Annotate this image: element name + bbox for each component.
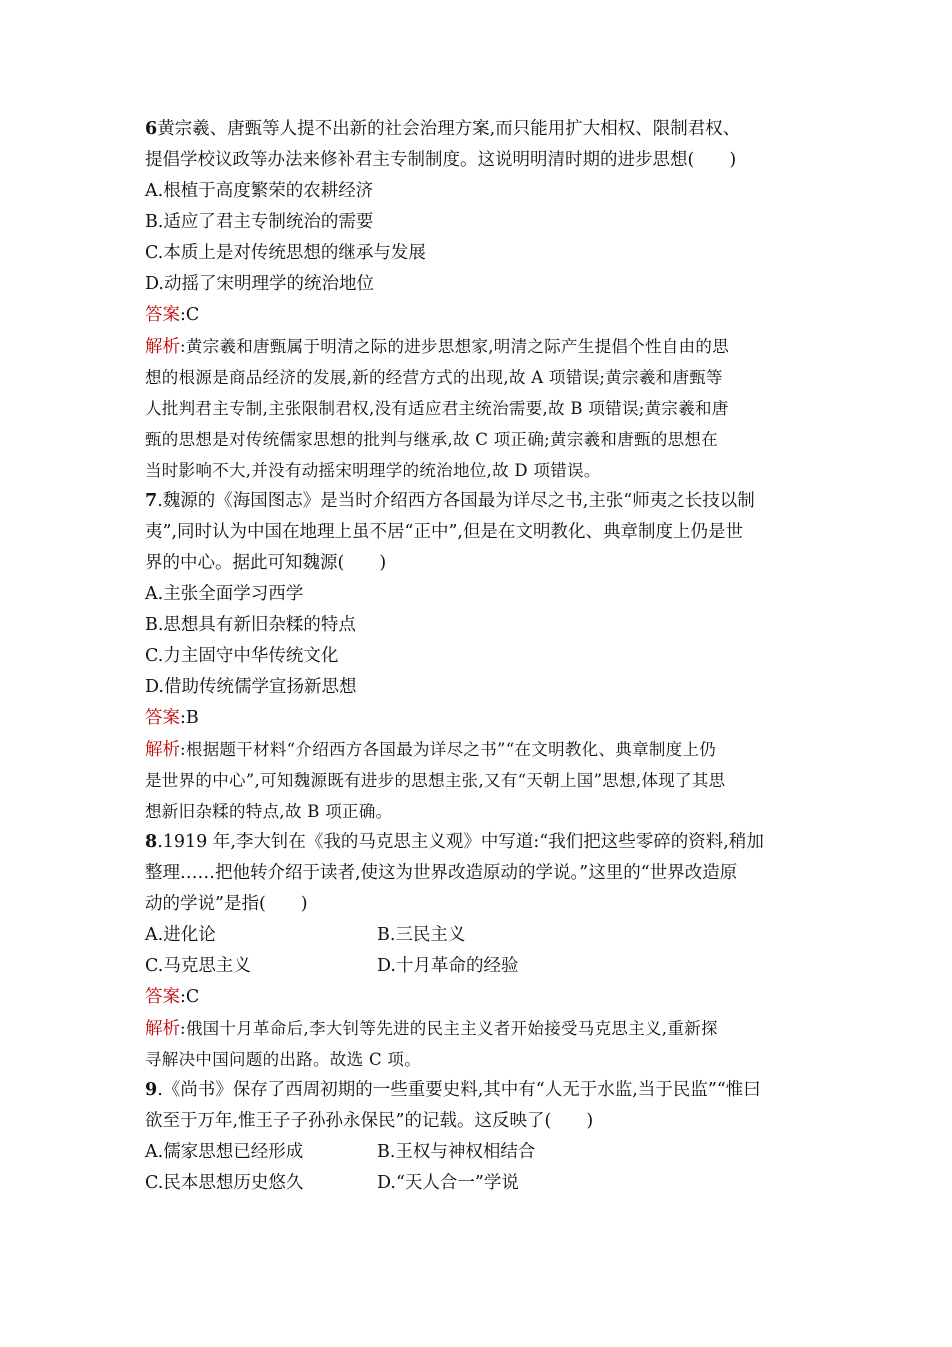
question-stem-line: 界的中心。据此可知魏源( ) xyxy=(145,553,387,573)
explanation-line: 想的根源是商品经济的发展,新的经营方式的出现,故 A 项错误;黄宗羲和唐甄等 xyxy=(145,368,723,387)
explanation-line: 寻解决中国问题的出路。故选 C 项。 xyxy=(145,1050,422,1069)
question-number: 6 xyxy=(145,119,158,139)
explanation-line: 想新旧杂糅的特点,故 B 项正确。 xyxy=(145,802,393,821)
question-stem-line: 动的学说”是指( ) xyxy=(145,894,308,914)
option-b: B.王权与神权相结合 xyxy=(377,1142,536,1162)
explanation-label: 解析 xyxy=(145,1019,180,1039)
option-d: D.“天人合一”学说 xyxy=(377,1173,519,1193)
explanation-line: 人批判君主专制,主张限制君权,没有适应君主统治需要,故 B 项错误;黄宗羲和唐 xyxy=(145,399,729,418)
answer-label: 答案 xyxy=(145,987,180,1007)
explanation-line: 当时影响不大,并没有动摇宋明理学的统治地位,故 D 项错误。 xyxy=(145,461,601,480)
question-number: 9 xyxy=(145,1080,158,1100)
answer-line xyxy=(145,982,815,1013)
question-stem-line: 整理……把他转介绍于读者,使这为世界改造原动的学说。”这里的“世界改造原 xyxy=(145,863,738,883)
answer-value: :C xyxy=(180,987,200,1007)
option-row xyxy=(145,920,815,951)
question-8 xyxy=(145,827,815,1075)
question-stem-line: 8.1919 年,李大钊在《我的马克思主义观》中写道:“我们把这些零碎的资料,稍加 xyxy=(145,832,764,852)
question-number: 8 xyxy=(145,832,158,852)
question-9 xyxy=(145,1075,815,1199)
option-c: C.马克思主义 xyxy=(145,956,251,976)
option-d: D.借助传统儒学宣扬新思想 xyxy=(145,677,357,697)
option-a: A.进化论 xyxy=(145,925,216,945)
explanation-line: 解析:俄国十月革命后,李大钊等先进的民主主义者开始接受马克思主义,重新探 xyxy=(145,1019,718,1039)
question-stem-line: 欲至于万年,惟王子子孙孙永保民”的记载。这反映了( ) xyxy=(145,1111,594,1131)
answer-label: 答案 xyxy=(145,305,180,325)
option-c: C.力主固守中华传统文化 xyxy=(145,646,339,666)
option-row xyxy=(145,951,815,982)
explanation-line: 甄的思想是对传统儒家思想的批判与继承,故 C 项正确;黄宗羲和唐甄的思想在 xyxy=(145,430,719,449)
question-stem-line: 7.魏源的《海国图志》是当时介绍西方各国最为详尽之书,主张“师夷之长技以制 xyxy=(145,491,755,511)
answer-line xyxy=(145,300,815,331)
option-row xyxy=(145,1168,815,1199)
question-stem-line: 提倡学校议政等办法来修补君主专制制度。这说明明清时期的进步思想( ) xyxy=(145,150,737,170)
option-c: C.本质上是对传统思想的继承与发展 xyxy=(145,243,426,263)
option-a: A.主张全面学习西学 xyxy=(145,584,304,604)
option-b: B.三民主义 xyxy=(377,925,466,945)
option-a: A.根植于高度繁荣的农耕经济 xyxy=(145,181,374,201)
explanation-label: 解析 xyxy=(145,337,180,357)
explanation-label: 解析 xyxy=(145,740,180,760)
option-b: B.适应了君主专制统治的需要 xyxy=(145,212,374,232)
option-a: A.儒家思想已经形成 xyxy=(145,1142,304,1162)
question-6 xyxy=(145,114,815,486)
answer-value: :B xyxy=(180,708,199,728)
option-c: C.民本思想历史悠久 xyxy=(145,1173,304,1193)
option-b: B.思想具有新旧杂糅的特点 xyxy=(145,615,356,635)
question-7 xyxy=(145,486,815,827)
option-d: D.十月革命的经验 xyxy=(377,956,519,976)
question-stem-line: 9.《尚书》保存了西周初期的一些重要史料,其中有“人无于水监,当于民监”“惟曰 xyxy=(145,1080,761,1100)
explanation-line: 解析:黄宗羲和唐甄属于明清之际的进步思想家,明清之际产生提倡个性自由的思 xyxy=(145,337,730,357)
explanation-line: 解析:根据题干材料“介绍西方各国最为详尽之书”“在文明教化、典章制度上仍 xyxy=(145,740,717,760)
question-stem-line: 6黄宗羲、唐甄等人提不出新的社会治理方案,而只能用扩大相权、限制君权、 xyxy=(145,119,741,139)
answer-value: :C xyxy=(180,305,200,325)
explanation-line: 是世界的中心”,可知魏源既有进步的思想主张,又有“天朝上国”思想,体现了其思 xyxy=(145,771,726,790)
option-row xyxy=(145,1137,815,1168)
answer-label: 答案 xyxy=(145,708,180,728)
question-page xyxy=(145,114,815,1199)
question-number: 7 xyxy=(145,491,158,511)
question-stem-line: 夷”,同时认为中国在地理上虽不居“正中”,但是在文明教化、典章制度上仍是世 xyxy=(145,522,743,542)
answer-line xyxy=(145,703,815,734)
option-d: D.动摇了宋明理学的统治地位 xyxy=(145,274,374,294)
